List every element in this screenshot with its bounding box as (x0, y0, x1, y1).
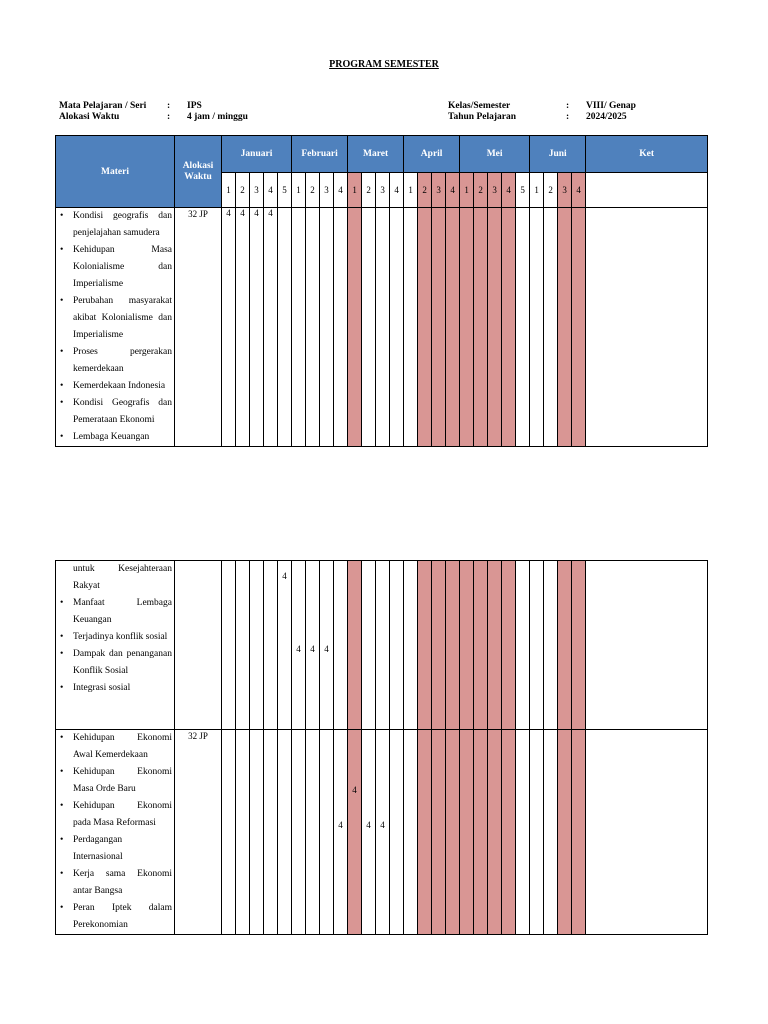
materi-item: • Perubahan masyarakat akibat Kolonialisme dan Imperialisme (73, 293, 172, 344)
materi-item: • Lembaga Keuangan (73, 429, 172, 446)
week-cell (362, 208, 376, 447)
week-cell (502, 730, 516, 935)
week-cell (348, 730, 362, 935)
week-cell (376, 561, 390, 730)
week-cell (390, 730, 404, 935)
week-cell (460, 208, 474, 447)
week-allocation-value: 4 (380, 820, 385, 830)
week-cell (306, 730, 320, 935)
week-number-2: 2 (236, 173, 250, 208)
week-allocation-value: 4 (240, 208, 245, 218)
materi-item: • Perdagangan Internasional (73, 832, 172, 866)
ket-cell (586, 561, 708, 730)
week-cell (306, 208, 320, 447)
week-cell (320, 561, 334, 730)
week-cell (446, 208, 460, 447)
week-cell (460, 561, 474, 730)
week-cell (474, 208, 488, 447)
week-number-17: 4 (446, 173, 460, 208)
week-cell (348, 208, 362, 447)
alokasi-label: Alokasi Waktu (59, 112, 120, 122)
week-cell (264, 561, 278, 730)
schedule-table-part-1 (55, 135, 708, 447)
week-number-3: 3 (250, 173, 264, 208)
week-allocation-value: 4 (226, 208, 231, 218)
ket-cell (586, 208, 708, 447)
week-cell (236, 561, 250, 730)
week-allocation-value: 4 (324, 644, 329, 654)
materi-cell-section-2 (56, 561, 175, 730)
week-cell (334, 730, 348, 935)
week-cell (460, 730, 474, 935)
ket-cell (586, 730, 708, 935)
materi-item: • Peran Iptek dalam Perekonomian (73, 900, 172, 934)
alokasi-value: 4 jam / minggu (187, 112, 248, 122)
materi-item: • Kerja sama Ekonomi antar Bangsa (73, 866, 172, 900)
week-allocation-value: 4 (268, 208, 273, 218)
alokasi-cell-section-1: 32 JP (175, 208, 222, 447)
week-number-9: 4 (334, 173, 348, 208)
week-cell (250, 208, 264, 447)
week-number-5: 5 (278, 173, 292, 208)
week-cell (222, 730, 236, 935)
week-number-26: 4 (572, 173, 586, 208)
week-number-20: 3 (488, 173, 502, 208)
week-cell (292, 561, 306, 730)
week-cell (320, 208, 334, 447)
week-cell (432, 561, 446, 730)
header-month-juni: Juni (530, 136, 586, 173)
week-cell (572, 561, 586, 730)
week-number-4: 4 (264, 173, 278, 208)
week-cell (544, 208, 558, 447)
materi-item: • Kondisi geografis dan penjelajahan samudera (73, 208, 172, 242)
week-cell (236, 730, 250, 935)
header-month-april: April (404, 136, 460, 173)
week-number-25: 3 (558, 173, 572, 208)
week-number-23: 1 (530, 173, 544, 208)
week-cell (544, 730, 558, 935)
week-cell (278, 730, 292, 935)
materi-item: • Dampak dan penanganan Konflik Sosial (73, 646, 172, 680)
week-cell (432, 208, 446, 447)
week-cell (320, 730, 334, 935)
alokasi-cell-section-3: 32 JP (175, 730, 222, 935)
week-cell (362, 561, 376, 730)
week-cell (488, 208, 502, 447)
week-number-15: 2 (418, 173, 432, 208)
materi-cell-section-3 (56, 730, 175, 935)
week-cell (264, 730, 278, 935)
page-title: PROGRAM SEMESTER (329, 59, 439, 70)
week-cell (390, 208, 404, 447)
week-cell (404, 561, 418, 730)
week-cell (530, 208, 544, 447)
week-cell (558, 730, 572, 935)
header-month-februari: Februari (292, 136, 348, 173)
materi-item: • Terjadinya konflik sosial (73, 629, 172, 646)
week-cell (418, 208, 432, 447)
kelas-label: Kelas/Semester (448, 101, 511, 111)
materi-item: • Kehidupan Ekonomi pada Masa Reformasi (73, 798, 172, 832)
week-cell (544, 561, 558, 730)
week-allocation-value: 4 (366, 820, 371, 830)
week-cell (264, 208, 278, 447)
week-number-19: 2 (474, 173, 488, 208)
week-cell (474, 561, 488, 730)
week-cell (292, 208, 306, 447)
header-materi: Materi (56, 136, 175, 208)
week-cell (250, 561, 264, 730)
week-cell (516, 730, 530, 935)
week-allocation-value: 4 (352, 785, 357, 795)
header-month-januari: Januari (222, 136, 292, 173)
kelas-value: VIII/ Genap (586, 101, 636, 111)
tahun-sep: : (566, 112, 570, 122)
week-cell (502, 561, 516, 730)
week-cell (236, 208, 250, 447)
alokasi-sep: : (167, 112, 171, 122)
week-cell (404, 730, 418, 935)
week-cell (446, 730, 460, 935)
week-cell (432, 730, 446, 935)
week-cell (572, 208, 586, 447)
week-cell (278, 561, 292, 730)
week-number-12: 3 (376, 173, 390, 208)
week-cell (292, 730, 306, 935)
week-number-18: 1 (460, 173, 474, 208)
week-number-16: 3 (432, 173, 446, 208)
week-cell (516, 208, 530, 447)
week-cell (306, 561, 320, 730)
materi-item: • Kehidupan Ekonomi Masa Orde Baru (73, 764, 172, 798)
materi-item: • Kondisi Geografis dan Pemerataan Ekonomi (73, 395, 172, 429)
week-cell (278, 208, 292, 447)
header-ket: Ket (586, 136, 708, 173)
tahun-value: 2024/2025 (586, 112, 627, 122)
week-cell (516, 561, 530, 730)
materi-item: • Manfaat Lembaga Keuangan (73, 595, 172, 629)
week-number-22: 5 (516, 173, 530, 208)
week-cell (390, 561, 404, 730)
week-number-21: 4 (502, 173, 516, 208)
materi-cell-section-1 (56, 208, 175, 447)
week-cell (572, 730, 586, 935)
week-cell (446, 561, 460, 730)
alokasi-cell-section-2 (175, 561, 222, 730)
week-cell (488, 730, 502, 935)
week-allocation-value: 4 (310, 644, 315, 654)
materi-item: • Proses pergerakan kemerdekaan (73, 344, 172, 378)
schedule-table-part-2 (55, 560, 708, 935)
week-cell (418, 730, 432, 935)
kelas-sep: : (566, 101, 570, 111)
week-cell (418, 561, 432, 730)
week-cell (376, 730, 390, 935)
mapel-sep: : (167, 101, 171, 111)
week-cell (334, 208, 348, 447)
week-number-7: 2 (306, 173, 320, 208)
week-cell (488, 561, 502, 730)
materi-item: • Kehidupan Masa Kolonialisme dan Imperialisme (73, 242, 172, 293)
week-cell (530, 730, 544, 935)
week-number-8: 3 (320, 173, 334, 208)
week-allocation-value: 4 (338, 820, 343, 830)
ket-subheader (586, 173, 708, 208)
week-number-11: 2 (362, 173, 376, 208)
week-number-1: 1 (222, 173, 236, 208)
week-cell (222, 561, 236, 730)
header-month-mei: Mei (460, 136, 530, 173)
week-cell (222, 208, 236, 447)
week-cell (348, 561, 362, 730)
week-allocation-value: 4 (254, 208, 259, 218)
week-number-24: 2 (544, 173, 558, 208)
week-cell (558, 208, 572, 447)
week-cell (404, 208, 418, 447)
mapel-label: Mata Pelajaran / Seri (59, 101, 147, 111)
tahun-label: Tahun Pelajaran (448, 112, 517, 122)
materi-item: • Integrasi sosial (73, 680, 172, 697)
materi-item: • Kehidupan Ekonomi Awal Kemerdekaan (73, 730, 172, 764)
week-number-10: 1 (348, 173, 362, 208)
week-cell (376, 208, 390, 447)
mapel-value: IPS (187, 101, 202, 111)
week-allocation-value: 4 (296, 644, 301, 654)
week-cell (474, 730, 488, 935)
header-alokasi: Alokasi Waktu (175, 136, 222, 208)
week-allocation-value: 4 (282, 571, 287, 581)
materi-item: • Kemerdekaan Indonesia (73, 378, 172, 395)
week-cell (250, 730, 264, 935)
week-cell (334, 561, 348, 730)
week-cell (558, 561, 572, 730)
week-number-13: 4 (390, 173, 404, 208)
week-number-6: 1 (292, 173, 306, 208)
week-cell (502, 208, 516, 447)
header-month-maret: Maret (348, 136, 404, 173)
week-cell (530, 561, 544, 730)
materi-continuation: untuk Kesejahteraan Rakyat (73, 564, 172, 591)
week-cell (362, 730, 376, 935)
week-number-14: 1 (404, 173, 418, 208)
